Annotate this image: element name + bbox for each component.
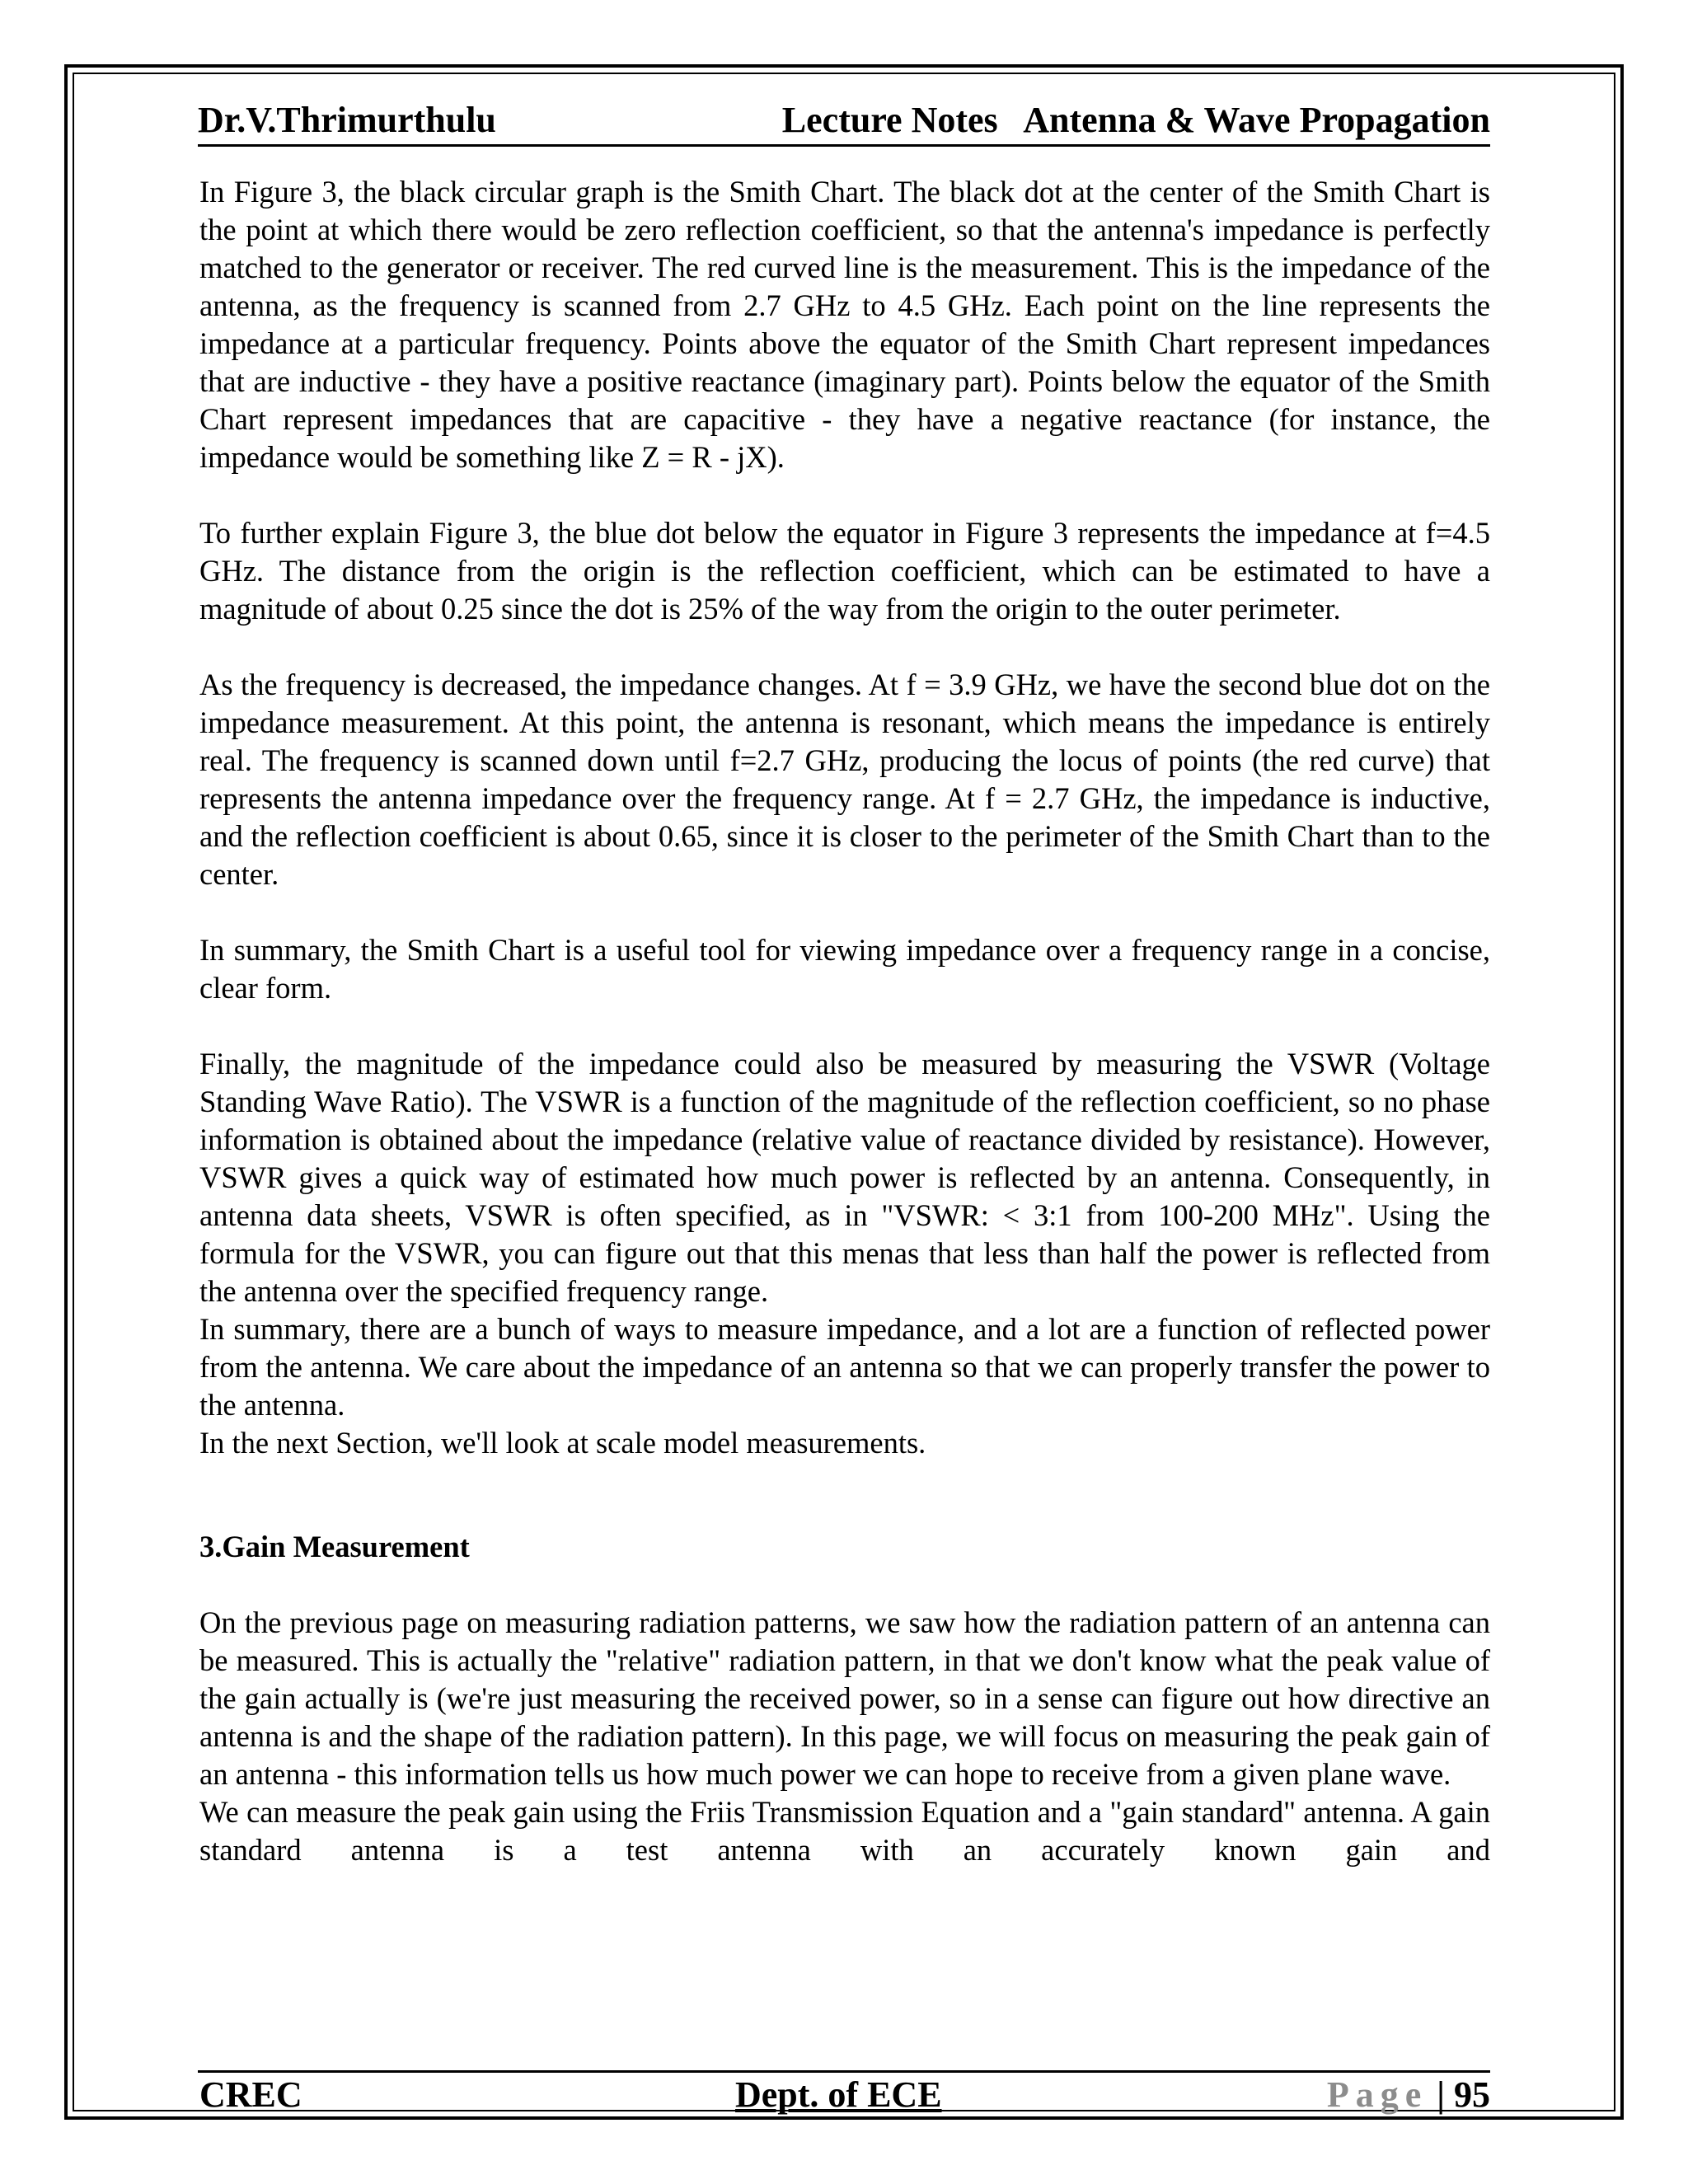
footer-institution: CREC (199, 2074, 302, 2115)
paragraph-summary-smith-chart: In summary, the Smith Chart is a useful tool for viewing impedance over a frequency range in a concise, clear form. (199, 933, 1490, 1005)
footer-page-number: 95 (1454, 2074, 1490, 2115)
paragraph-smith-chart-intro: In Figure 3, the black circular graph is the Smith Chart. The black dot at the center of the Smith Chart is the point at which there would be zero reflection coefficient, so that the antenna's impedance is perfectly matched to the generator or receiver. The red curved line is the measurement. This is the impedance of the antenna, as the frequency is scanned from 2.7 GHz to 4.5 GHz. Each point on the line represents the impedance at a particular frequency. Points above the equator of the Smith Chart represent impedances that are inductive - they have a positive reactance (imaginary part). Points below the equator of the Smith Chart represent impedances that are capacitive - they have a negative reactance (for instance, the impedance would be something like Z = R - jX). (199, 175, 1490, 474)
footer-rule (198, 2070, 1490, 2073)
paragraph-frequency-decrease: As the frequency is decreased, the impedance changes. At f = 3.9 GHz, we have the second blue dot on the impedance measurement. At this point, the antenna is resonant, which means the impedance is entirely real. The frequency is scanned down until f=2.7 GHz, producing the locus of points (the red curve) that represents the antenna impedance over the frequency range. At f = 2.7 GHz, the impedance is inductive, and the reflection coefficient is about 0.65, since it is closer to the perimeter of the Smith Chart than to the center. (199, 668, 1490, 891)
header-course-title: Lecture Notes Antenna & Wave Propagation (781, 100, 1490, 140)
paragraph-figure3-explanation: To further explain Figure 3, the blue dot below the equator in Figure 3 represents the impedance at f=4.5 GHz. The distance from the origin is the reflection coefficient, which can be estimated to have a magnitude of about 0.25 since the dot is 25% of the way from the origin to the outer perimeter. (199, 516, 1490, 626)
page-content (199, 173, 1490, 1869)
footer-page-word: Page (1326, 2074, 1428, 2115)
header-author: Dr.V.Thrimurthulu (198, 100, 496, 140)
paragraph-gain-standard: We can measure the peak gain using the Friis Transmission Equation and a "gain standard" antenna. A gain standard antenna is a test antenna with an accurately known gain and (199, 1795, 1490, 1867)
paragraph-next-section: In the next Section, we'll look at scale model measurements. (199, 1426, 926, 1460)
page-header (198, 94, 1490, 147)
paragraph-summary-impedance: In summary, there are a bunch of ways to measure impedance, and a lot are a function of reflected power from the antenna. We care about the impedance of an antenna so that we can properly transfer the power to the antenna. (199, 1312, 1490, 1422)
footer-separator: | (1428, 2074, 1454, 2115)
paragraph-vswr: Finally, the magnitude of the impedance could also be measured by measuring the VSWR (Voltage Standing Wave Ratio). The VSWR is a function of the magnitude of the reflection coefficient, so no phase information is obtained about the impedance (relative value of reactance divided by resistance). However, VSWR gives a quick way of estimated how much power is reflected by an antenna. Consequently, in antenna data sheets, VSWR is often specified, as in "VSWR: < 3:1 from 100-200 MHz". Using the formula for the VSWR, you can figure out that this menas that less than half the power is reflected from the antenna over the specified frequency range. (199, 1047, 1490, 1308)
footer-page-label (1327, 2074, 1490, 2116)
paragraph-relative-pattern: On the previous page on measuring radiation patterns, we saw how the radiation pattern of an antenna can be measured. This is actually the "relative" radiation pattern, in that we don't know what the peak value of the gain actually is (we're just measuring the received power, so in a sense can figure out how directive an antenna is and the shape of the radiation pattern). In this page, we will focus on measuring the peak gain of an antenna - this information tells us how much power we can hope to receive from a given plane wave. (199, 1605, 1490, 1791)
section-heading-gain-measurement: 3.Gain Measurement (199, 1530, 470, 1563)
footer-department: Dept. of ECE (735, 2074, 942, 2115)
page-footer (199, 2074, 1490, 2113)
